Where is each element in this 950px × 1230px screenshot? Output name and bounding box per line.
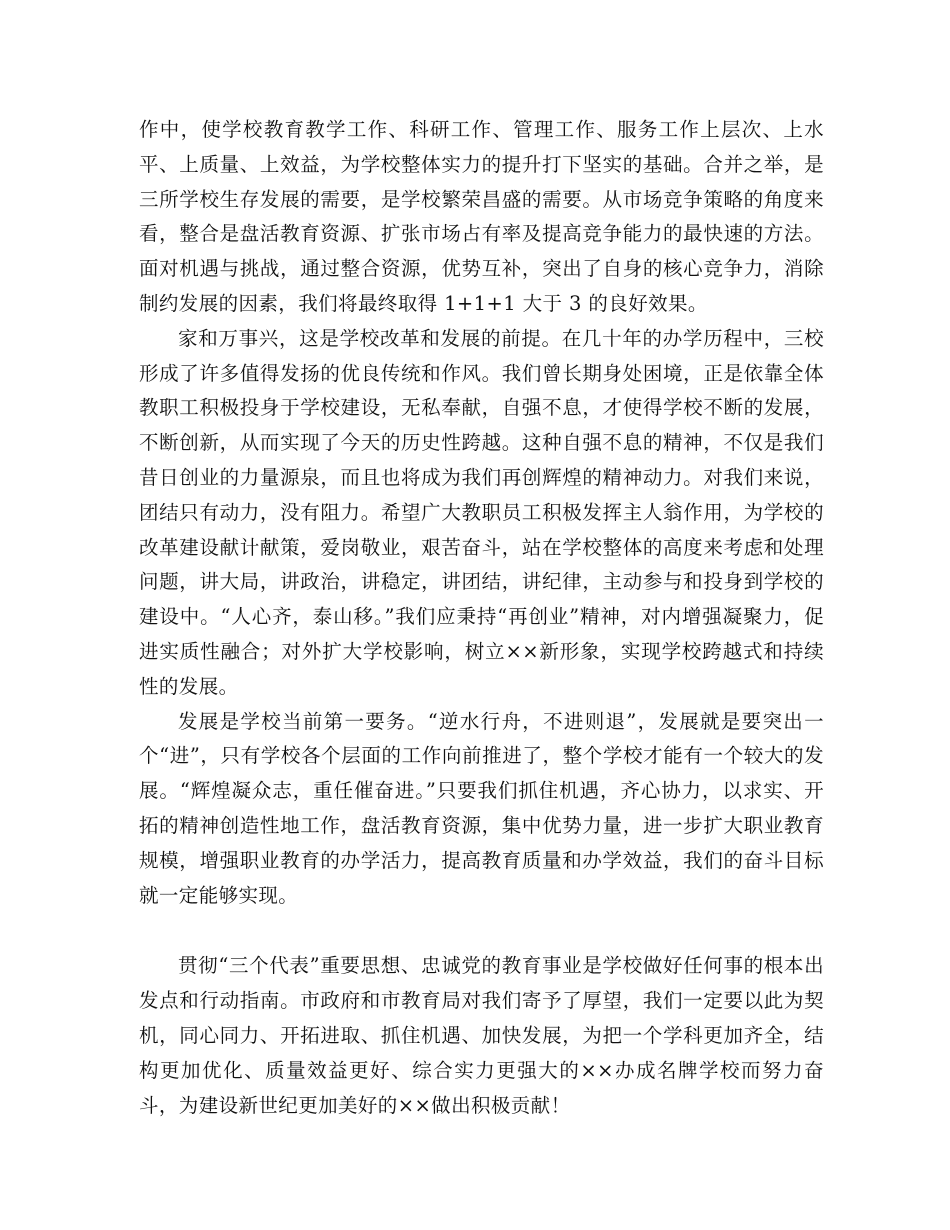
document-body bbox=[139, 113, 824, 1123]
paragraph-1: 作中，使学校教育教学工作、科研工作、管理工作、服务工作上层次、上水平、上质量、上效益，为学校整体实力的提升打下坚实的基础。合并之举，是三所学校生存发展的需要，是学校繁荣昌盛的需要。从市场竞争策略的角度来看，整合是盘活教育资源、扩张市场占有率及提高竞争能力的最快速的方法。面对机遇与挑战，通过整合资源，优势互补，突出了自身的核心竞争力，消除制约发展的因素，我们将最终取得 1+1+1 大于 3 的良好效果。 bbox=[139, 118, 824, 315]
paragraph-3: 发展是学校当前第一要务。“逆水行舟，不进则退”，发展就是要突出一个“进”，只有学校各个层面的工作向前推进了，整个学校才能有一个较大的发展。“辉煌凝众志，重任催奋进。”只要我们抓住机遇，齐心协力，以求实、开拓的精神创造性地工作，盘活教育资源，集中优势力量，进一步扩大职业教育规模，增强职业教育的办学活力，提高教育质量和办学效益，我们的奋斗目标就一定能够实现。 bbox=[139, 709, 824, 907]
paragraph-4: 贯彻“三个代表”重要思想、忠诚党的教育事业是学校做好任何事的根本出发点和行动指南。市政府和市教育局对我们寄予了厚望，我们一定要以此为契机，同心同力、开拓进取、抓住机遇、加快发展，为把一个学科更加齐全，结构更加优化、质量效益更好、综合实力更强大的××办成名牌学校而努力奋斗，为建设新世纪更加美好的××做出积极贡献！ bbox=[139, 954, 824, 1117]
paragraph-2: 家和万事兴，这是学校改革和发展的前提。在几十年的办学历程中，三校形成了许多值得发扬的优良传统和作风。我们曾长期身处困境，正是依靠全体教职工积极投身于学校建设，无私奉献，自强不息，才使得学校不断的发展，不断创新，从而实现了今天的历史性跨越。这种自强不息的精神，不仅是我们昔日创业的力量源泉，而且也将成为我们再创辉煌的精神动力。对我们来说，团结只有动力，没有阻力。希望广大教职员工积极发挥主人翁作用，为学校的改革建设献计献策，爱岗敬业，艰苦奋斗，站在学校整体的高度来考虑和处理问题，讲大局，讲政治，讲稳定，讲团结，讲纪律，主动参与和投身到学校的建设中。“人心齐，泰山移。”我们应秉持“再创业”精神，对内增强凝聚力，促进实质性融合；对外扩大学校影响，树立××新形象，实现学校跨越式和持续性的发展。 bbox=[139, 326, 824, 698]
